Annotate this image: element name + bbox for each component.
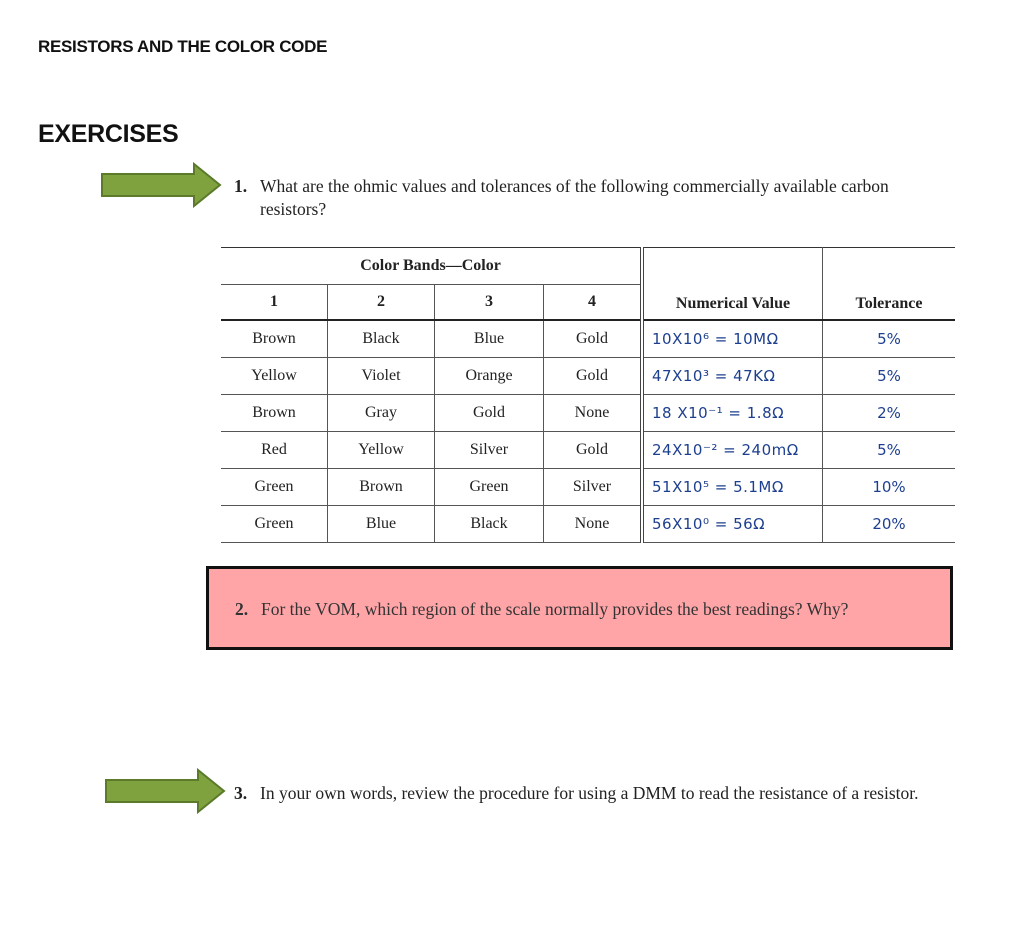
band-3-cell: Gold [435,395,544,432]
tolerance-cell: 5% [823,432,956,469]
numerical-value-cell: 51X10⁵ = 5.1MΩ [642,469,823,506]
band-2-cell: Gray [328,395,435,432]
band-1-cell: Red [221,432,328,469]
tolerance-cell: 10% [823,469,956,506]
tolerance-cell: 20% [823,506,956,543]
resistor-table [221,247,955,543]
numerical-value-cell: 47X10³ = 47KΩ [642,358,823,395]
band-1-header: 1 [221,285,328,321]
question-number: 2. [235,599,249,619]
highlighted-question-box [206,566,953,650]
question-3 [234,782,974,805]
section-title: EXERCISES [38,120,179,148]
band-1-cell: Brown [221,320,328,358]
table-row [221,395,955,432]
table-row [221,469,955,506]
question-number: 1. [234,176,248,196]
question-text: What are the ohmic values and tolerances of the following commercially available carbon resistors? [260,176,889,219]
band-4-cell: Gold [544,432,643,469]
table-row [221,320,955,358]
tolerance-cell: 5% [823,358,956,395]
band-3-cell: Green [435,469,544,506]
band-1-cell: Green [221,469,328,506]
question-2 [235,599,848,620]
band-2-cell: Blue [328,506,435,543]
question-1 [234,175,958,221]
band-4-cell: None [544,395,643,432]
tolerance-header: Tolerance [823,248,956,321]
band-2-cell: Violet [328,358,435,395]
question-text: For the VOM, which region of the scale normally provides the best readings? Why? [261,599,849,619]
question-number: 3. [234,783,248,803]
band-4-cell: Gold [544,358,643,395]
arrow-right-icon [100,162,222,208]
numerical-value-header: Numerical Value [642,248,823,321]
color-bands-header: Color Bands—Color [221,248,642,285]
band-2-cell: Brown [328,469,435,506]
band-1-cell: Yellow [221,358,328,395]
band-3-header: 3 [435,285,544,321]
band-1-cell: Brown [221,395,328,432]
band-2-cell: Yellow [328,432,435,469]
band-4-cell: Silver [544,469,643,506]
question-text: In your own words, review the procedure for using a DMM to read the resistance of a resistor. [260,783,919,803]
numerical-value-cell: 24X10⁻² = 240mΩ [642,432,823,469]
band-1-cell: Green [221,506,328,543]
numerical-value-cell: 10X10⁶ = 10MΩ [642,320,823,358]
band-3-cell: Black [435,506,544,543]
numerical-value-cell: 18 X10⁻¹ = 1.8Ω [642,395,823,432]
band-3-cell: Orange [435,358,544,395]
band-2-cell: Black [328,320,435,358]
band-2-header: 2 [328,285,435,321]
table-row [221,358,955,395]
band-4-header: 4 [544,285,643,321]
tolerance-cell: 5% [823,320,956,358]
table-row [221,432,955,469]
band-3-cell: Blue [435,320,544,358]
numerical-value-cell: 56X10⁰ = 56Ω [642,506,823,543]
band-4-cell: Gold [544,320,643,358]
band-3-cell: Silver [435,432,544,469]
document-title: RESISTORS AND THE COLOR CODE [38,37,328,56]
table-row [221,506,955,543]
arrow-right-icon [104,768,226,814]
tolerance-cell: 2% [823,395,956,432]
band-4-cell: None [544,506,643,543]
